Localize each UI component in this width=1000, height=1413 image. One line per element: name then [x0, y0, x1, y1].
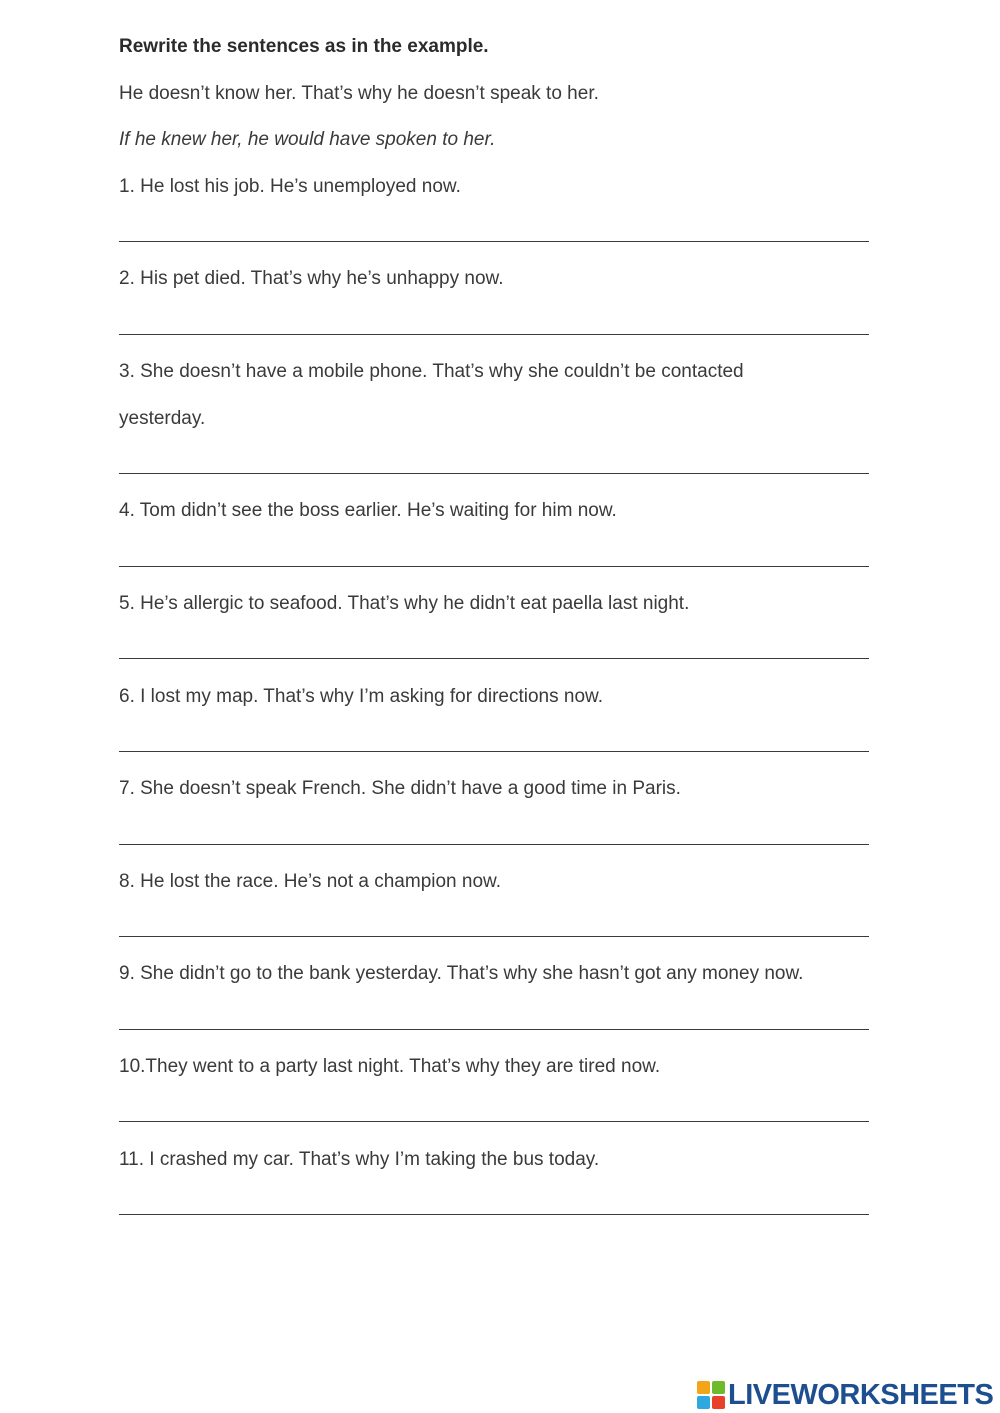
- answer-line-11[interactable]: [119, 1214, 869, 1215]
- example-sentence: He doesn’t know her. That’s why he doesn’t speak to her.: [119, 83, 599, 104]
- exercise-7: 7. She doesn’t speak French. She didn’t have a good time in Paris.: [119, 778, 681, 799]
- exercise-9: 9. She didn’t go to the bank yesterday. That’s why she hasn’t got any money now.: [119, 963, 804, 984]
- exercise-3: 3. She doesn’t have a mobile phone. That’s why she couldn’t be contacted: [119, 361, 744, 382]
- answer-line-7[interactable]: [119, 844, 869, 845]
- exercise-2: 2. His pet died. That’s why he’s unhappy now.: [119, 268, 504, 289]
- answer-line-3[interactable]: [119, 473, 869, 474]
- exercise-3-continued: yesterday.: [119, 408, 206, 429]
- exercise-10: 10.They went to a party last night. That’s why they are tired now.: [119, 1056, 661, 1077]
- exercise-5: 5. He’s allergic to seafood. That’s why he didn’t eat paella last night.: [119, 593, 690, 614]
- exercise-8: 8. He lost the race. He’s not a champion now.: [119, 871, 501, 892]
- exercise-6: 6. I lost my map. That’s why I’m asking for directions now.: [119, 686, 603, 707]
- logo-square-1: [697, 1381, 710, 1394]
- logo-square-2: [712, 1381, 725, 1394]
- example-answer: If he knew her, he would have spoken to her.: [119, 129, 496, 150]
- answer-line-9[interactable]: [119, 1029, 869, 1030]
- exercise-11: 11. I crashed my car. That’s why I’m taking the bus today.: [119, 1149, 600, 1170]
- answer-line-2[interactable]: [119, 334, 869, 335]
- answer-line-1[interactable]: [119, 241, 869, 242]
- answer-line-6[interactable]: [119, 751, 869, 752]
- logo-square-4: [712, 1396, 725, 1409]
- logo-text: LIVEWORKSHEETS: [728, 1379, 994, 1411]
- answer-line-5[interactable]: [119, 658, 869, 659]
- answer-line-8[interactable]: [119, 936, 869, 937]
- exercise-4: 4. Tom didn’t see the boss earlier. He’s waiting for him now.: [119, 500, 617, 521]
- logo-square-3: [697, 1396, 710, 1409]
- exercise-1: 1. He lost his job. He’s unemployed now.: [119, 176, 461, 197]
- liveworksheets-logo: [697, 1378, 993, 1412]
- instruction-heading: Rewrite the sentences as in the example.: [119, 36, 489, 57]
- liveworksheets-logo-icon: [697, 1381, 725, 1409]
- answer-line-10[interactable]: [119, 1121, 869, 1122]
- answer-line-4[interactable]: [119, 566, 869, 567]
